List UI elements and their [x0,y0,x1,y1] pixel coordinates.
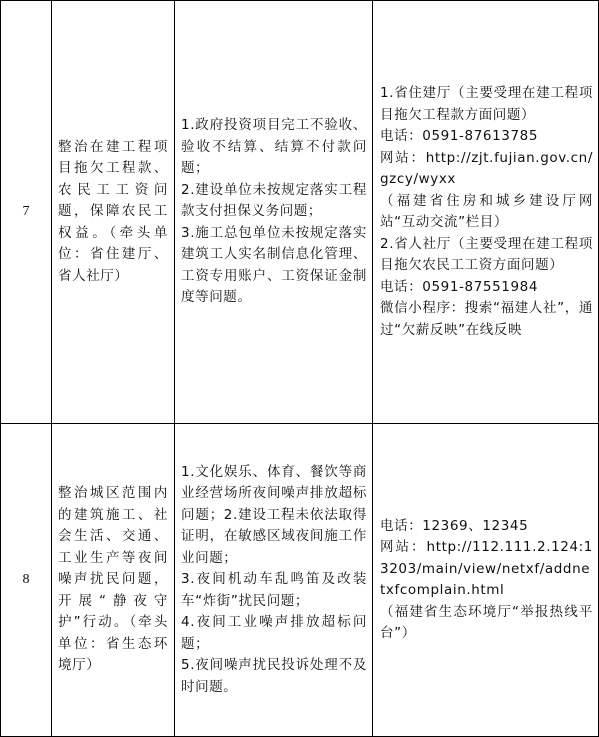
task-cell [52,424,175,737]
contact-department: 2.省人社厅（主要受理在建工程项目拖欠农民工工资方面问题） [380,235,593,273]
contacts-cell [373,424,599,737]
task-text: 整治城区范围内的建筑施工、社会生活、交通、工业生产等夜间噪声扰民问题，开展“静夜守护”行动。（牵头单位：省生态环境厅） [58,485,168,674]
contact-miniprogram: 微信小程序：搜索“福建人社”，通过“欠薪反映”在线反映 [380,300,593,338]
contacts-list [373,83,598,341]
row-number: 7 [1,1,52,424]
problems-list [175,462,372,699]
problem-item: 1.文化娱乐、体育、餐饮等商业经营场所夜间噪声排放超标问题；2.建设工程未依法取得证明，在敏感区域夜间施工作业问题； [181,463,367,566]
problems-cell [175,1,373,424]
contact-phone: 电话：0591-87613785 [380,128,539,144]
contact-website-note: （福建省住房和城乡建设厅网站“互动交流”栏目） [380,192,593,230]
contacts-list [373,516,598,645]
problem-item: 2.建设单位未按规定落实工程款支付担保义务问题； [181,181,367,220]
problem-item: 1.政府投资项目完工不验收、验收不结算、结算不付款问题； [181,117,367,177]
contact-phone: 电话：0591-87551984 [380,278,539,295]
contact-website-link[interactable]: 网站：http://zjt.fujian.gov.cn/gzcy/wyxx [380,149,593,187]
problem-item: 4.夜间工业噪声排放超标问题； [181,614,367,652]
contact-website-link[interactable]: 网站：http://112.111.2.124:13203/main/view/netxf/addnetxfcomplain.html [380,539,593,598]
contact-department: 1.省住建厅（主要受理在建工程项目拖欠工程款方面问题） [380,85,593,123]
problems-list [175,115,372,309]
problems-cell [175,424,373,737]
problem-item: 3.施工总包单位未按规定落实建筑工人实名制信息化管理、工资专用账户、工资保证金制度等问题。 [181,224,367,306]
problem-item: 5.夜间噪声扰民投诉处理不及时问题。 [181,657,367,695]
problem-item: 3.夜间机动车乱鸣笛及改装车“炸街”扰民问题； [181,571,367,609]
row-number: 8 [1,424,52,737]
contacts-cell [373,1,599,424]
contact-phone: 电话：12369、12345 [380,517,529,534]
contact-website-note: （福建省生态环境厅“举报热线平台”） [380,603,593,641]
table-row [1,424,599,737]
task-text: 整治在建工程项目拖欠工程款、农民工工资问题，保障农民工权益。（牵头单位：省住建厅、省人社厅） [58,138,168,284]
task-cell [52,1,175,424]
table-row [1,1,599,424]
